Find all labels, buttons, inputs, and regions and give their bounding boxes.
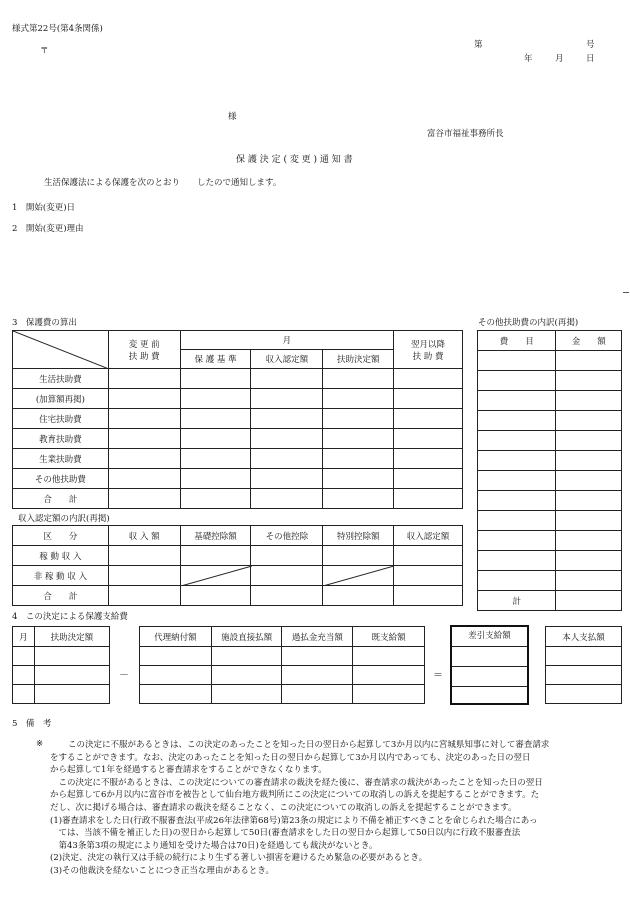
row-label: 住宅扶助費 — [13, 409, 109, 429]
date-month: 月 — [555, 54, 564, 64]
col-next-line1: 翌月以降 — [411, 339, 446, 350]
sec4-table-self — [545, 626, 622, 704]
row-label: 生業扶助費 — [13, 449, 109, 469]
note-mark: ※ — [36, 739, 44, 749]
remark-line: だし、次に掲げる場合は、審査請求の裁決を経ることなく、この決定についての取消しの訴えを提起することができます。 — [50, 802, 517, 813]
remark-line: (2)決定、決定の執行又は手続の続行により生ずる著しい損害を避けるため緊急の必要があるとき。 — [50, 853, 428, 864]
item-start-date: 1 開始(変更)日 — [12, 203, 76, 213]
issuer: 富谷市福祉事務所長 — [427, 129, 504, 139]
item-start-reason: 2 開始(変更)理由 — [12, 224, 84, 234]
sec4-self: 本人支払額 — [546, 627, 622, 647]
equals-sign: ＝ — [433, 670, 443, 681]
remark-line: (1)審査請求をした日(行政不服審査法(平成26年法律第68号)第23条の規定により不備を補正すべきことを命じられた場合にあっ — [50, 815, 538, 826]
diag-cell — [180, 566, 251, 586]
form-number: 様式第22号(第4条関係) — [12, 24, 103, 34]
col-standard: 保 護 基 準 — [180, 350, 251, 369]
remark-line: この決定に不服があるときは、この決定のあったことを知った日の翌日から起算して3か月以内に宮城県知事に対して審査請求 — [68, 740, 550, 750]
diag-cell — [323, 566, 394, 586]
row-label: その他扶助費 — [13, 469, 109, 489]
intro-text: 生活保護法による保護を次のとおり したので通知します。 — [44, 178, 282, 188]
income-table — [12, 525, 463, 606]
row-label: 教育扶助費 — [13, 429, 109, 449]
inc-h2: 基礎控除額 — [180, 526, 251, 546]
remark-line: (3)その他裁決を経ないことにつき正当な理由があるとき。 — [50, 865, 275, 876]
edge-mark — [623, 292, 629, 293]
other-table — [477, 330, 622, 611]
col-income: 収入認定額 — [251, 350, 323, 369]
sec5-label: 5 備 考 — [12, 719, 52, 729]
minus-sign: － — [119, 670, 129, 681]
sec4-proxy: 代理納付額 — [140, 627, 212, 647]
sec4-table-b — [139, 626, 425, 704]
date-year: 年 — [524, 54, 533, 64]
sec4-decided: 扶助決定額 — [34, 627, 109, 647]
diff-header: 差引支給額 — [452, 627, 527, 647]
col-month: 月 — [180, 331, 393, 350]
inc-h5: 収入認定額 — [394, 526, 463, 546]
remarks-text — [50, 739, 549, 878]
other-col2: 金 額 — [556, 331, 622, 351]
inc-h0: 区 分 — [13, 526, 109, 546]
sec4-month: 月 — [13, 627, 35, 647]
col-before — [108, 331, 180, 369]
inc-row-label: 稼 動 収 入 — [13, 546, 109, 566]
col-before-line2: 扶 助 費 — [128, 351, 160, 362]
sec4-paid: 既支給額 — [353, 627, 425, 647]
sec4-overpay: 過払金充当額 — [282, 627, 353, 647]
other-col1: 費 目 — [478, 331, 556, 351]
remark-line: この決定に不服があるときは、この決定についての審査請求の裁決を経た後に、審査請求の裁決があったことを知った日の翌日 — [50, 777, 543, 788]
remark-line: 第43条第3項の規定により通知を受けた場合は70日)を経過しても裁決がないとき。 — [50, 840, 378, 851]
row-label: (加算額再掲) — [13, 389, 109, 409]
inc-h3: その他控除 — [251, 526, 323, 546]
number-go: 号 — [586, 40, 595, 50]
diff-box — [450, 625, 529, 705]
other-total: 計 — [478, 591, 556, 611]
remark-line: ては、当該不備を補正した日)の翌日から起算して50日(審査請求をした日の翌日から起算して50日以内に行政不服審査法 — [50, 828, 521, 839]
addressee-sama: 様 — [228, 112, 237, 122]
col-before-line1: 変 更 前 — [128, 339, 160, 350]
date-day: 日 — [586, 54, 595, 64]
col-next — [394, 331, 463, 369]
inc-h4: 特別控除額 — [323, 526, 394, 546]
postal-mark: 〒 — [40, 46, 49, 56]
remark-line: をすることができます。なお、決定のあったことを知った日の翌日から起算して3か月以内であっても、決定のあった日の翌日 — [50, 752, 531, 763]
row-label: 生活扶助費 — [13, 369, 109, 389]
diag-header — [13, 331, 109, 369]
remark-line: から起算して6か月以内に富谷市を被告として仙台地方裁判所にこの決定についての取消しの訴えを提起することができます。た — [50, 790, 540, 801]
inc-row-label: 合 計 — [13, 586, 109, 606]
income-breakdown-label: 収入認定額の内訳(再掲) — [18, 514, 110, 524]
col-decided: 扶助決定額 — [323, 350, 394, 369]
sec4-label: 4 この決定による保護支給費 — [12, 612, 128, 622]
remark-line: から起算して1年を経過すると審査請求をすることができなくなります。 — [50, 765, 327, 776]
calc-table — [12, 330, 463, 509]
sec3-label: 3 保護費の算出 — [12, 318, 77, 328]
sec4-table-a — [12, 626, 110, 704]
inc-row-label: 非 稼 動 収 入 — [13, 566, 109, 586]
row-label: 合 計 — [13, 489, 109, 509]
number-dai: 第 — [474, 40, 483, 50]
inc-h1: 収 入 額 — [108, 526, 180, 546]
col-next-line2: 扶 助 費 — [412, 351, 444, 362]
document-title: 保 護 決 定 ( 変 更 ) 通 知 書 — [236, 155, 353, 165]
other-label: その他扶助費の内訳(再掲) — [478, 318, 579, 328]
sec4-facility: 施設直接払額 — [211, 627, 282, 647]
